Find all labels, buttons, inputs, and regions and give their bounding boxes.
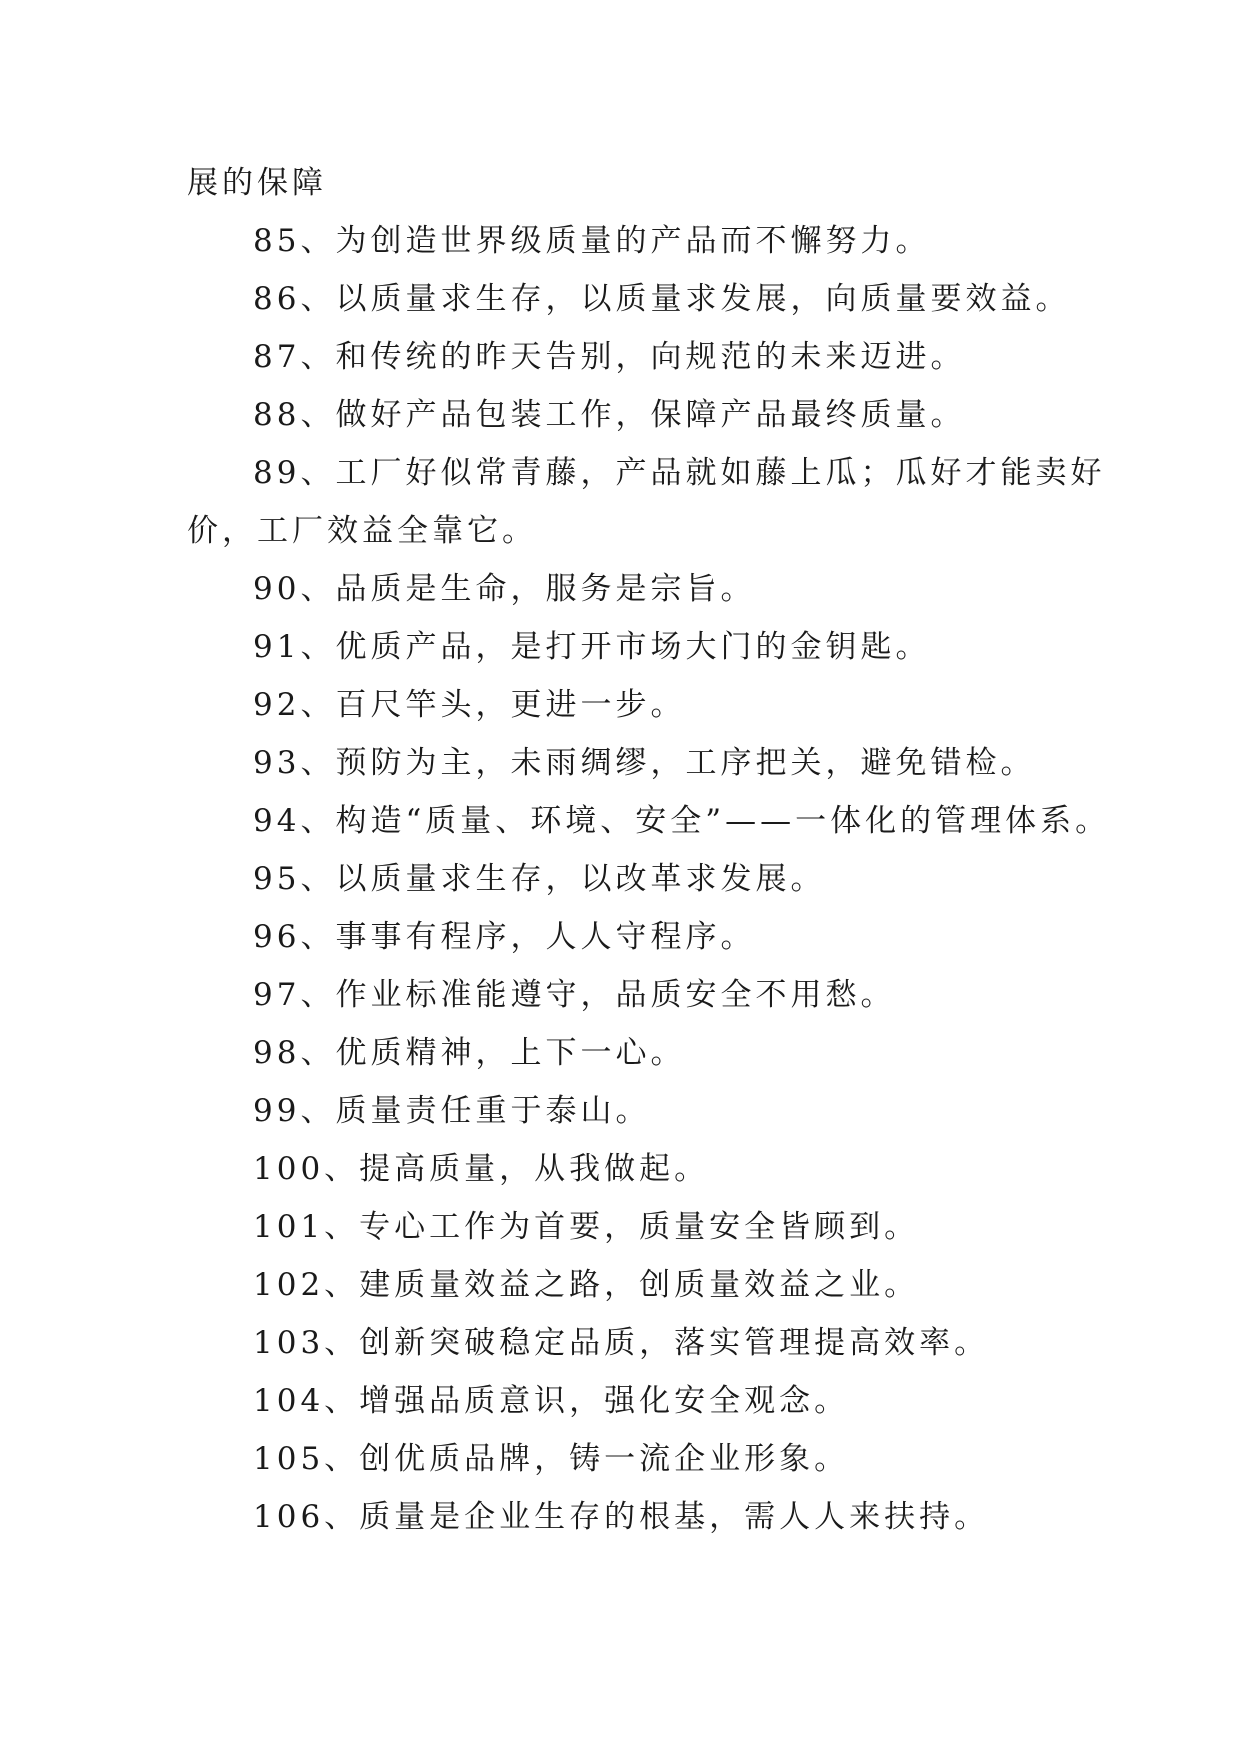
- slogan-89-continuation: 价，工厂效益全靠它。: [187, 513, 537, 549]
- slogan-104: 104、增强品质意识，强化安全观念。: [253, 1383, 850, 1419]
- slogan-102: 102、建质量效益之路，创质量效益之业。: [253, 1267, 920, 1303]
- slogan-106: 106、质量是企业生存的根基，需人人来扶持。: [253, 1499, 990, 1535]
- slogan-98: 98、优质精神，上下一心。: [253, 1035, 686, 1071]
- slogan-87: 87、和传统的昨天告别，向规范的未来迈进。: [253, 339, 966, 375]
- slogan-100: 100、提高质量，从我做起。: [253, 1151, 710, 1187]
- slogan-86: 86、以质量求生存，以质量求发展，向质量要效益。: [253, 281, 1071, 317]
- slogan-105: 105、创优质品牌，铸一流企业形象。: [253, 1441, 850, 1477]
- slogan-88: 88、做好产品包装工作，保障产品最终质量。: [253, 397, 966, 433]
- slogan-85: 85、为创造世界级质量的产品而不懈努力。: [253, 223, 931, 259]
- slogan-103: 103、创新突破稳定品质，落实管理提高效率。: [253, 1325, 990, 1361]
- slogan-94: 94、构造“质量、环境、安全”——一体化的管理体系。: [253, 803, 1111, 839]
- slogan-93: 93、预防为主，未雨绸缪，工序把关，避免错检。: [253, 745, 1036, 781]
- slogan-90: 90、品质是生命，服务是宗旨。: [253, 571, 756, 607]
- slogan-95: 95、以质量求生存，以改革求发展。: [253, 861, 826, 897]
- slogan-101: 101、专心工作为首要，质量安全皆顾到。: [253, 1209, 920, 1245]
- slogan-97: 97、作业标准能遵守，品质安全不用愁。: [253, 977, 896, 1013]
- document-body: [187, 154, 1111, 1546]
- slogan-92: 92、百尺竿头，更进一步。: [253, 687, 686, 723]
- slogan-96: 96、事事有程序，人人守程序。: [253, 919, 756, 955]
- slogan-89: 89、工厂好似常青藤，产品就如藤上瓜；瓜好才能卖好: [253, 455, 1106, 491]
- slogan-91: 91、优质产品，是打开市场大门的金钥匙。: [253, 629, 931, 665]
- slogan-99: 99、质量责任重于泰山。: [253, 1093, 651, 1129]
- text-line: 展的保障: [187, 165, 327, 201]
